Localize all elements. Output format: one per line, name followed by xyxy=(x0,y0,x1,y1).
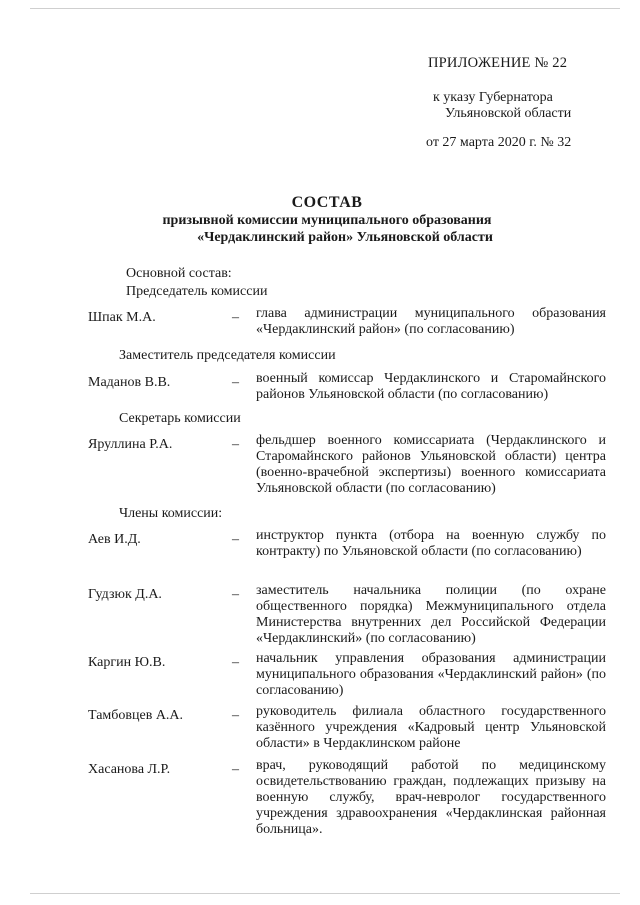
member-name: Шпак М.А. xyxy=(88,310,156,325)
member-dash: – xyxy=(232,310,239,325)
scan-edge-bottom xyxy=(30,893,620,894)
member-dash: – xyxy=(232,437,239,452)
member-name: Тамбовцев А.А. xyxy=(88,708,184,723)
member-dash: – xyxy=(232,762,239,777)
member-description: врач, руководящий работой по медицинскому освидетельствованию граждан, подлежащих призыву на военную службу, врач-невролог государственного учреждения здравоохранения «Чердаклинская районная больница». xyxy=(256,758,606,837)
section-secretary: Секретарь комиссии xyxy=(119,411,241,426)
section-members: Члены комиссии: xyxy=(119,506,223,521)
section-deputy: Заместитель председателя комиссии xyxy=(119,348,336,363)
member-dash: – xyxy=(232,655,239,670)
member-name: Яруллина Р.А. xyxy=(88,437,173,452)
member-name: Каргин Ю.В. xyxy=(88,655,166,670)
member-name: Аев И.Д. xyxy=(88,532,141,547)
member-dash: – xyxy=(232,587,239,602)
appendix-number: ПРИЛОЖЕНИЕ № 22 xyxy=(428,55,568,71)
document-subtitle-line2: «Чердаклинский район» Ульяновской области xyxy=(197,230,493,245)
decree-reference: к указу Губернатора xyxy=(433,90,553,105)
scan-edge-top xyxy=(30,8,620,9)
member-name: Хасанова Л.Р. xyxy=(88,762,171,777)
member-description: начальник управления образования администрации муниципального образования «Чердаклинский район» (по согласованию) xyxy=(256,651,606,698)
section-main-composition: Основной состав: xyxy=(126,266,232,281)
member-dash: – xyxy=(232,708,239,723)
member-description: военный комиссар Чердаклинского и Старомайнского районов Ульяновской области (по согласованию) xyxy=(256,371,606,402)
decree-date: от 27 марта 2020 г. № 32 xyxy=(426,135,572,150)
member-description: заместитель начальника полиции (по охране общественного порядка) Межмуниципального отдела Министерства внутренних дел Российской Федерации «Чердаклинский» (по согласованию) xyxy=(256,583,606,646)
member-description: руководитель филиала областного государственного казённого учреждения «Кадровый центр Ульяновской области» в Чердаклинском районе xyxy=(256,704,606,751)
member-name: Гудзюк Д.А. xyxy=(88,587,162,602)
section-chairman: Председатель комиссии xyxy=(126,284,268,299)
member-description: глава администрации муниципального образования «Чердаклинский район» (по согласованию) xyxy=(256,306,606,337)
member-dash: – xyxy=(232,375,239,390)
document-title: СОСТАВ xyxy=(291,194,363,211)
member-description: фельдшер военного комиссариата (Чердаклинского и Старомайнского районов Ульяновской области) центра (военно-врачебной экспертизы) военного комиссариата Ульяновской области (по согласованию) xyxy=(256,433,606,496)
member-description: инструктор пункта (отбора на военную службу по контракту) по Ульяновской области (по согласованию) xyxy=(256,528,606,559)
member-name: Маданов В.В. xyxy=(88,375,171,390)
document-subtitle-line1: призывной комиссии муниципального образования xyxy=(162,213,492,228)
member-dash: – xyxy=(232,532,239,547)
decree-region: Ульяновской области xyxy=(445,106,572,121)
